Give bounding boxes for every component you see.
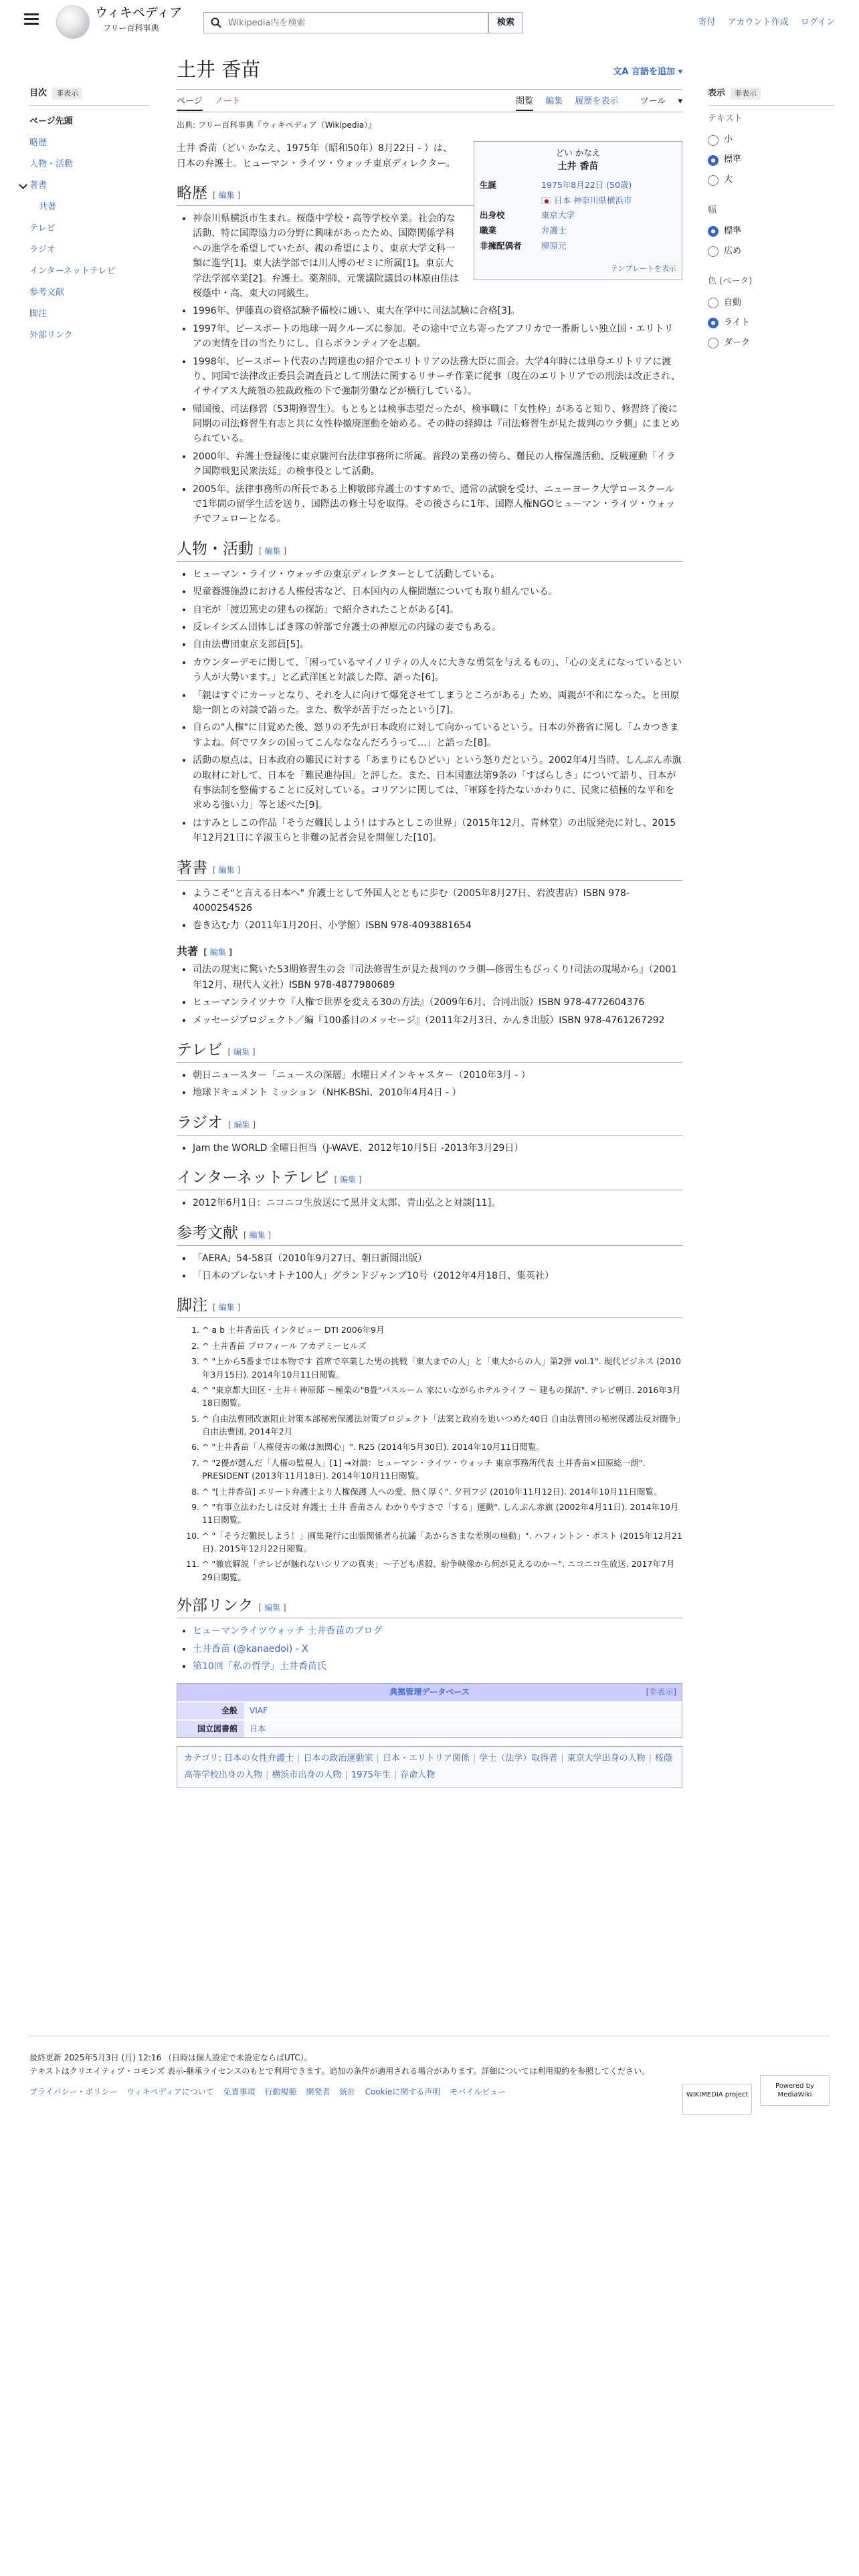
section-list xyxy=(193,886,682,934)
external-link[interactable]: 第10回「私の哲学」土井香苗氏 xyxy=(193,1661,326,1673)
toc-title: 目次 xyxy=(29,88,47,98)
footer-link[interactable]: 開発者 xyxy=(306,2086,330,2097)
section-title: 外部リンク xyxy=(177,1597,254,1615)
section-title: テレビ xyxy=(177,1041,223,1059)
infobox-row-link[interactable]: 東京大学 xyxy=(541,210,575,221)
radio-circle-icon xyxy=(708,318,719,328)
list-item: • 「AERA」54-58頁（2010年9月27日、朝日新聞出版） xyxy=(193,1251,682,1266)
section-title: ラジオ xyxy=(177,1113,223,1132)
list-item: • ヒューマンライツナウ『人権で世界を変える30の方法』（2009年6月、合同出版）ISBN 978-4772604376 xyxy=(193,995,682,1010)
chevron-down-icon: ▾ xyxy=(674,67,682,77)
infobox-reading: どい かなえ xyxy=(555,148,601,158)
category-link[interactable]: 横浜市出身の人物 xyxy=(272,1769,342,1780)
list-item: • Jam the WORLD 金曜日担当（J-WAVE、2012年10月5日 -2013年3月29日） xyxy=(193,1141,682,1156)
category-separator: | xyxy=(266,1769,269,1780)
category-separator: | xyxy=(376,1753,379,1763)
category-link[interactable]: 日本の女性弁護士 xyxy=(224,1753,294,1763)
section-edit-link[interactable]: [ 編集 ] xyxy=(259,546,287,556)
infobox-row-label: 職業 xyxy=(480,225,497,236)
section-list xyxy=(193,1068,682,1101)
section-edit-link[interactable]: [ 編集 ] xyxy=(213,865,241,875)
footer-link[interactable]: 免責事項 xyxy=(223,2086,256,2097)
tools-label: ツール xyxy=(640,96,666,106)
section-edit-link[interactable]: [ 編集 ] xyxy=(228,1119,256,1130)
infobox-name: 土井 香苗 xyxy=(557,160,599,172)
footer-link[interactable]: Cookieに関する声明 xyxy=(365,2086,441,2097)
list-item: • 2000年、弁護士登録後に東京駿河台法律事務所に所属。普段の業務の傍ら、難民の人権保護活動、反戦運動「イラク国際戦犯民衆法廷」の検事役として活動。 xyxy=(193,449,682,479)
create-account-link[interactable]: アカウント作成 xyxy=(727,17,789,27)
group-spacer xyxy=(708,191,835,200)
toc-hide-button[interactable]: 非表示 xyxy=(52,88,82,100)
radio-circle-icon xyxy=(708,175,719,186)
category-separator: | xyxy=(561,1753,564,1763)
infobox-row-value xyxy=(541,209,676,222)
infobox-row-label: 非擁配偶者 xyxy=(480,240,522,251)
section-edit-link[interactable]: [ 編集 ] xyxy=(244,1230,272,1240)
edit-label: 編集 xyxy=(249,1230,266,1240)
appearance-radio-option[interactable] xyxy=(708,333,835,353)
list-item: • 2012年6月1日：ニコニコ生放送にて黒井文太郎、青山弘之と対談[11]。 xyxy=(193,1196,682,1210)
appearance-radio-option[interactable] xyxy=(708,221,835,241)
toc-item[interactable]: 参考文献 xyxy=(29,287,65,298)
section-edit-link[interactable]: [ 編集 ] xyxy=(334,1175,362,1185)
list-item xyxy=(193,1642,682,1656)
mediawiki-badge[interactable]: Powered by MediaWiki xyxy=(760,2075,830,2106)
toc-item[interactable]: ページ先頭 xyxy=(29,116,73,126)
section-list xyxy=(193,1196,682,1210)
search-input[interactable] xyxy=(228,15,482,30)
section-edit-link[interactable]: [ 編集 ] xyxy=(213,1303,241,1313)
infobox-row-value xyxy=(541,225,676,237)
radio-circle-icon xyxy=(708,338,719,348)
reference-item: 8. ^ "[土井香苗] エリート弁護士より人権保護 人への愛、熱く厚く". 夕刊フジ (2010年11月12日). 2014年10月11日閲覧。 xyxy=(202,1485,682,1498)
radio-circle-icon xyxy=(708,226,719,237)
category-label[interactable]: カテゴリ: xyxy=(184,1753,221,1763)
external-link[interactable]: ヒューマンライツウォッチ 土井香苗のブログ xyxy=(193,1626,383,1637)
edit-label: 編集 xyxy=(218,865,235,875)
list-item: • 児童養護施設における人権侵害など、日本国内の人権問題についても取り組んでいる。 xyxy=(193,584,682,599)
section-heading xyxy=(177,1040,682,1063)
section-list xyxy=(193,1141,682,1156)
appearance-groups xyxy=(708,112,835,362)
search-icon xyxy=(211,17,221,28)
appearance-hide-button[interactable]: 非表示 xyxy=(731,88,761,100)
appearance-title: 表示 xyxy=(708,88,726,98)
login-link[interactable]: ログイン xyxy=(800,17,835,27)
infobox xyxy=(474,141,682,280)
references-list xyxy=(202,1323,682,1584)
infobox-row-link[interactable]: 柳原元 xyxy=(541,240,567,251)
radio-label: 標準 xyxy=(724,154,742,165)
radio-circle-icon xyxy=(708,135,719,146)
infobox-row-link[interactable]: 1975年8月22日 (50歳) xyxy=(541,179,632,190)
infobox-row-value xyxy=(541,195,676,207)
edit-label: 編集 xyxy=(339,1175,356,1185)
add-language-label: 言語を追加 xyxy=(631,67,675,77)
reference-item: 6. ^ "土井香苗「人権侵害の敵は無関心」". R25 (2014年5月30日). 2014年10月11日閲覧。 xyxy=(202,1440,682,1453)
radio-label: 小 xyxy=(724,134,733,145)
navbox-row-link[interactable]: 日本 xyxy=(250,1723,266,1733)
section-title: 脚注 xyxy=(177,1297,207,1315)
list-item xyxy=(193,1624,682,1638)
list-item: • 神奈川県横浜市生まれ。桜蔭中学校・高等学校卒業。社会的な活動、特に国際協力の分野に興味があったため、国際関係学科への進学を希望していたが、親の希望により、東京大学文科一類に進学[1]。東大法学部では川人博のゼミに所属[1]。東京大学法学部卒業[2]。弁護士。薬剤師、元衆議院議員の林原由佳は桜蔭中・高、東大の同級生。 xyxy=(193,211,682,301)
infobox-row-label: 生誕 xyxy=(480,179,497,190)
translate-icon: 文A xyxy=(613,67,632,77)
search-form xyxy=(203,12,523,33)
list-item: • 「日本のブレないオトナ100人」グランドジャンプ10号（2012年4月18日、集英社） xyxy=(193,1269,682,1283)
section-edit-link[interactable]: [ 編集 ] xyxy=(258,1603,286,1613)
list-item: • 自らの"人権"に目覚めた後、怒りの矛先が日本政府に対して向かっているという。日本の外務省に関し「ムカつきますよね。何でワタシの国ってこんなななんだろうって…」と語った[8]。 xyxy=(193,720,682,750)
wikipedia-logo-icon[interactable] xyxy=(56,5,90,39)
category-links xyxy=(177,1746,682,1788)
source-note: 出典: フリー百科事典『ウィキペディア（Wikipedia）』 xyxy=(177,120,377,130)
site-name[interactable]: ウィキペディア xyxy=(95,5,183,20)
reference-item: 2. ^ 土井香苗 プロフィール アカデミーヒルズ xyxy=(202,1339,682,1352)
appearance-radio-option[interactable] xyxy=(708,293,835,313)
list-item: • 1997年、ピースボートの地球一周クルーズに参加。その途中で立ち寄ったアフリカで一番新しい独立国・エリトリアの実情を目の当たりにし、自らボランティアを志願。 xyxy=(193,322,682,352)
tab-talk[interactable]: ノート xyxy=(214,96,241,106)
category-link[interactable]: 存命人物 xyxy=(400,1769,436,1780)
toc-item[interactable]: 人物・活動 xyxy=(29,158,74,169)
lead-paragraph: 土井 香苗（どい かなえ、1975年（昭和50年）8月22日 - ）は、日本の弁護士。ヒューマン・ライツ・ウォッチ東京ディレクター。 xyxy=(177,143,456,169)
toc-header xyxy=(29,87,150,106)
donate-link[interactable]: 寄付 xyxy=(698,17,716,27)
radio-circle-icon xyxy=(708,155,719,166)
section-list xyxy=(193,1251,682,1284)
infobox-row-value xyxy=(541,240,676,253)
appearance-radio-option[interactable] xyxy=(708,150,835,171)
appearance-radio-option[interactable] xyxy=(708,130,835,150)
search-box[interactable] xyxy=(203,12,488,33)
radio-circle-icon xyxy=(708,246,719,257)
footer-link[interactable]: プライバシー・ポリシー xyxy=(29,2086,118,2097)
infobox-row-value xyxy=(541,179,676,192)
navbox-row-label: 全般 xyxy=(177,1703,244,1719)
tab-tools[interactable] xyxy=(631,96,682,106)
article-content xyxy=(177,58,682,1788)
appearance-group-label: テキスト xyxy=(708,113,743,124)
section-list xyxy=(193,567,682,846)
page-footer xyxy=(29,2036,830,2099)
list-item: • 1996年、伊藤真の資格試験予備校に通い、東大在学中に司法試験に合格[3]。 xyxy=(193,304,682,318)
infobox-row xyxy=(480,193,676,209)
edit-label: 編集 xyxy=(233,1119,250,1130)
tab-read[interactable]: 閲覧 xyxy=(516,96,533,111)
list-item: • 2005年、法律事務所の所長である上柳敏郎弁護士のすすめで、通常の試験を受け、ニューヨーク大学ロースクールで1年間の留学生活を送り、国際法の修士号を取得。その後さらに1年、国際人権NGOヒューマン・ライツ・ウォッチでフェローとなる。 xyxy=(193,482,682,527)
toc-item[interactable]: ラジオ xyxy=(29,244,56,255)
section-heading xyxy=(177,1223,682,1246)
site-tagline: フリー百科事典 xyxy=(103,23,159,33)
section-heading xyxy=(177,1168,682,1190)
appearance-radio-option[interactable] xyxy=(708,313,835,333)
list-item: • 活動の原点は、日本政府の難民に対する「あまりにもひどい」という怒りだという。2002年4月当時、しんぶん赤旗の取材に対して、日本を「難民進待国」と評した。また、日本国憲法第9条の「すばらしさ」について語り、日本が有事法制を整備することに反対している。コリアンに関しては、「軍隊を持たないかわりに、民衆に積極的な平和を求める強い力」等と述べた[9]。 xyxy=(193,753,682,813)
infobox-row-label xyxy=(480,195,541,207)
section-heading xyxy=(177,943,682,960)
navbox-row-label: 国立図書館 xyxy=(177,1721,244,1737)
toc-item[interactable]: インターネットテレビ xyxy=(29,265,116,276)
footer-link[interactable]: 行動規範 xyxy=(264,2086,297,2097)
toc-item[interactable]: 外部リンク xyxy=(29,330,73,340)
reference-item: 4. ^ "東京都大田区・土井＋神原邸 ～極楽の"8畳"バスルーム 家にいながらホテルライフ ～ 建もの探訪". テレビ朝日. 2016年3月18日閲覧。 xyxy=(202,1384,682,1410)
list-item: • はすみとしこの作品「そうだ難民しよう! はすみとしこの世界」（2015年12月、青林堂）の出版発売に対し、2015年12月21日に辛淑玉らと非難の記者会見を開催した[10]。 xyxy=(193,816,682,846)
edit-label: 編集 xyxy=(233,1047,250,1057)
list-item: • 司法の現実に驚いた53期修習生の会『司法修習生が見た裁判のウラ側―修習生もびっくり!司法の現場から』（2001年12月、現代人文社）ISBN 978-4877980689 xyxy=(193,962,682,992)
reference-item: 5. ^ 自由法曹団改憲阻止対策本部秘密保護法対策プロジェクト「法案と政府を追いつめた40日 自由法曹団の秘密保護法反対闘争」自由法曹団, 2014年2月 xyxy=(202,1412,682,1438)
radio-label: 自動 xyxy=(724,297,742,308)
infobox-row-label: 出身校 xyxy=(480,210,505,221)
appearance-radio-option[interactable] xyxy=(708,171,835,191)
list-item: • 反レイシズム団体しばき隊の幹部で弁護士の神原元の内縁の妻でもある。 xyxy=(193,620,682,635)
list-item: • 「親はすぐにカーッとなり、それを人に向けて爆発させてしまうところがある」ため、両親が不和になった。と田原総一朗との対談で語った。また、数学が苦手だったという[7]。 xyxy=(193,688,682,718)
navbox-row-link[interactable]: VIAF xyxy=(250,1705,268,1715)
list-item: • メッセージプロジェクト／編『100番目のメッセージ』（2011年2月3日、かんき出版）ISBN 978-4761267292 xyxy=(193,1013,682,1028)
appearance-group-label: 幅 xyxy=(708,205,717,215)
main-menu-icon[interactable] xyxy=(24,13,39,25)
infobox-row-link[interactable]: 日本 神奈川県横浜市 xyxy=(554,195,632,205)
tab-edit[interactable]: 編集 xyxy=(545,96,563,106)
toc-list xyxy=(29,115,150,350)
appearance-radio-option[interactable] xyxy=(708,241,835,261)
section-title: 人物・活動 xyxy=(177,540,254,558)
search-button[interactable]: 検索 xyxy=(488,12,523,33)
last-modified: 最終更新 2025年5月3日 (月) 12:16 （日時は個人設定で未設定ならばUTC）。 xyxy=(29,2053,312,2062)
authority-control-navbox xyxy=(177,1683,682,1738)
list-item xyxy=(193,1659,682,1674)
license-text: テキストはクリエイティブ・コモンズ 表示-継承ライセンスのもとで利用できます。追加の条件が適用される場合があります。詳細については利用規約を参照してください。 xyxy=(29,2066,650,2076)
list-item: • ようこそ"と言える日本へ" 弁護士として外国人とともに歩む（2005年8月27日、岩波書店）ISBN 978-4000254526 xyxy=(193,886,682,916)
toc-item[interactable]: 脚注 xyxy=(29,308,47,319)
section-heading xyxy=(177,858,682,881)
section-title: インターネットテレビ xyxy=(177,1169,329,1187)
footer-badges xyxy=(677,2075,830,2115)
infobox-row xyxy=(480,223,676,239)
toc-sidebar xyxy=(29,87,150,350)
group-spacer xyxy=(708,353,835,362)
footer-link[interactable]: ウィキペディアについて xyxy=(126,2086,214,2097)
list-item: • 巻き込む力（2011年1月20日、小学館）ISBN 978-4093881654 xyxy=(193,918,682,933)
footer-link[interactable]: 統計 xyxy=(339,2086,356,2097)
edit-label: 編集 xyxy=(218,1303,235,1313)
radio-label: ライト xyxy=(724,317,750,328)
toc-item[interactable]: テレビ xyxy=(29,223,56,233)
add-language-button[interactable] xyxy=(613,66,682,80)
edit-label: 編集 xyxy=(264,546,281,556)
section-heading xyxy=(177,539,682,562)
toc-item[interactable]: 略歴 xyxy=(29,137,47,148)
section-heading-external xyxy=(177,1596,682,1618)
category-link[interactable]: 桜蔭高等学校出身の人物 xyxy=(184,1753,673,1780)
reference-item: 7. ^ "2優が選んだ「人権の監視人」[1] →対談：ヒューマン・ライツ・ウォッチ 東京事務所代表 土井香苗×田原総一朗". PRESIDENT (2013年11月18日). 2014年10月11日閲覧。 xyxy=(202,1457,682,1483)
group-spacer xyxy=(708,261,835,271)
wikimedia-badge[interactable]: WIKIMEDIA project xyxy=(682,2084,752,2115)
section-heading xyxy=(177,1113,682,1136)
navbox-title-link[interactable]: 典拠管理データベース xyxy=(389,1687,470,1697)
category-separator: | xyxy=(472,1753,476,1763)
appearance-group-label: 色 (ベータ) xyxy=(708,276,753,287)
list-item: • 帰国後、司法修習（53期修習生）。もともとは検事志望だったが、検事職に「女性枠」があると知り、修習終了後に同期の司法修習生有志と共に女性枠撤廃運動を始める。その時の経緯は『司法修習生が見た裁判のウラ側』にまとめられている。 xyxy=(193,402,682,447)
edit-label: 編集 xyxy=(264,1603,281,1613)
radio-label: ダーク xyxy=(724,337,751,348)
section-title: 略歴 xyxy=(177,184,207,202)
section-edit-link[interactable]: [ 編集 ] xyxy=(227,1047,256,1057)
category-link[interactable]: 日本・エリトリア関係 xyxy=(382,1753,470,1763)
infobox-row xyxy=(480,208,676,223)
external-link[interactable]: 土井香苗 (@kanaedoi) - X xyxy=(193,1643,308,1654)
category-link[interactable]: 日本の政治運動家 xyxy=(303,1753,373,1763)
appearance-header xyxy=(708,87,835,106)
category-link[interactable]: 1975年生 xyxy=(351,1769,391,1780)
infobox-row xyxy=(480,178,676,193)
section-title: 共著 xyxy=(177,944,199,958)
reference-item: 10. ^ "「そうだ難民しよう！」画集発行に出版関係者ら抗議「あからさまな差別の扇動」". ハフィントン・ポスト (2015年12月21日). 2015年12月22日閲覧。 xyxy=(202,1529,682,1555)
section-title: 著書 xyxy=(177,859,207,877)
radio-label: 大 xyxy=(724,175,733,185)
list-item: • ヒューマン・ライツ・ウォッチの東京ディレクターとして活動している。 xyxy=(193,567,682,582)
appearance-panel xyxy=(708,87,835,362)
navbox-toggle[interactable]: [非表示] xyxy=(646,1687,676,1697)
category-separator: | xyxy=(297,1753,300,1763)
footer-link[interactable]: モバイルビュー xyxy=(450,2086,506,2097)
infobox-row xyxy=(480,239,676,254)
toc-item[interactable]: 共著 xyxy=(39,201,57,212)
edit-label: 編集 xyxy=(209,947,226,957)
section-edit-link[interactable]: [ 編集 ] xyxy=(213,190,241,200)
infobox-template-link[interactable]: テンプレートを表示 xyxy=(610,263,676,273)
category-separator: | xyxy=(648,1753,652,1763)
page-title: 土井 香苗 xyxy=(177,58,682,90)
list-item: • 地球ドキュメント ミッション（NHK-BShi、2010年4月4日 - ） xyxy=(193,1085,682,1100)
list-item: • 朝日ニュースター「ニュースの深層」水曜日メインキャスター（2010年3月 - ） xyxy=(193,1068,682,1083)
tab-page[interactable]: ページ xyxy=(177,96,203,111)
navbox-title xyxy=(177,1684,682,1701)
section-heading-notes xyxy=(177,1295,682,1318)
tab-history[interactable]: 履歴を表示 xyxy=(575,96,619,106)
reference-item: 9. ^ "有事立法わたしは反対 弁護士 土井 香苗さん わかりやすさで「する」運動". しんぶん赤旗 (2002年4月11日). 2014年10月11日閲覧。 xyxy=(202,1501,682,1527)
section-list xyxy=(193,962,682,1028)
navbox-row xyxy=(177,1719,682,1737)
reference-item: 3. ^ "上から5番までは本物です 首席で卒業した男の挑戦「東大までの人」と「東大からの人」第2弾 vol.1". 現代ビジネス (2010年3月15日). 2014年10月11日閲覧。 xyxy=(202,1355,682,1381)
user-links xyxy=(688,16,835,30)
external-links-list xyxy=(193,1624,682,1674)
infobox-row-link[interactable]: 弁護士 xyxy=(541,225,567,236)
list-item: • 1998年、ピースボート代表の吉岡達也の紹介でエリトリアの法務大臣に面会。大学4年時には単身エリトリアに渡り、同国で法律改正委員会調査員として刑法に関するリサーチ作業に従事（現在のエリトリアでの刑法は改正され、イサイアス大統領の独裁政権の下で強制労働などが横行している）。 xyxy=(193,354,682,399)
category-separator: | xyxy=(393,1769,397,1780)
site-header xyxy=(0,0,859,44)
list-item: • 自由法曹団東京支部員[5]。 xyxy=(193,637,682,652)
radio-circle-icon xyxy=(708,298,719,308)
reference-item: 11. ^ "徹底解説「テレビが触れないシリアの真実」〜子ども虐殺、紛争映像から何が見えるのか〜". ニコニコ生放送. 2017年7月29日閲覧。 xyxy=(202,1558,682,1584)
list-item: • 自宅が「渡辺篤史の建もの探訪」で紹介されたことがある[4]。 xyxy=(193,603,682,617)
reference-item: 1. ^ a b 土井香苗氏 インタビュー DTI 2006年9月 xyxy=(202,1323,682,1336)
section-title: 参考文献 xyxy=(177,1224,238,1242)
section-edit-link[interactable]: [ 編集 ] xyxy=(203,947,233,957)
radio-label: 広め xyxy=(724,245,742,256)
radio-label: 標準 xyxy=(724,225,742,236)
navbox-row xyxy=(177,1701,682,1719)
category-link[interactable]: 東京大学出身の人物 xyxy=(567,1753,646,1763)
edit-label: 編集 xyxy=(218,190,235,200)
chevron-down-icon: ▾ xyxy=(675,96,682,106)
article-sections xyxy=(177,183,682,1283)
list-item: • カウンターデモに関して、「困っているマイノリティの人々に大きな勇気を与えるもの」、「心の支えになっているという人が大勢います。」と乙武洋匡と対談した際、語った[6]。 xyxy=(193,655,682,685)
category-link[interactable]: 学士（法学）取得者 xyxy=(479,1753,558,1763)
infobox-rows xyxy=(480,178,676,254)
page-tabs xyxy=(177,90,682,112)
japan-flag-icon xyxy=(541,197,551,204)
category-separator: | xyxy=(345,1769,348,1780)
toc-item[interactable]: 著書 xyxy=(29,179,150,201)
